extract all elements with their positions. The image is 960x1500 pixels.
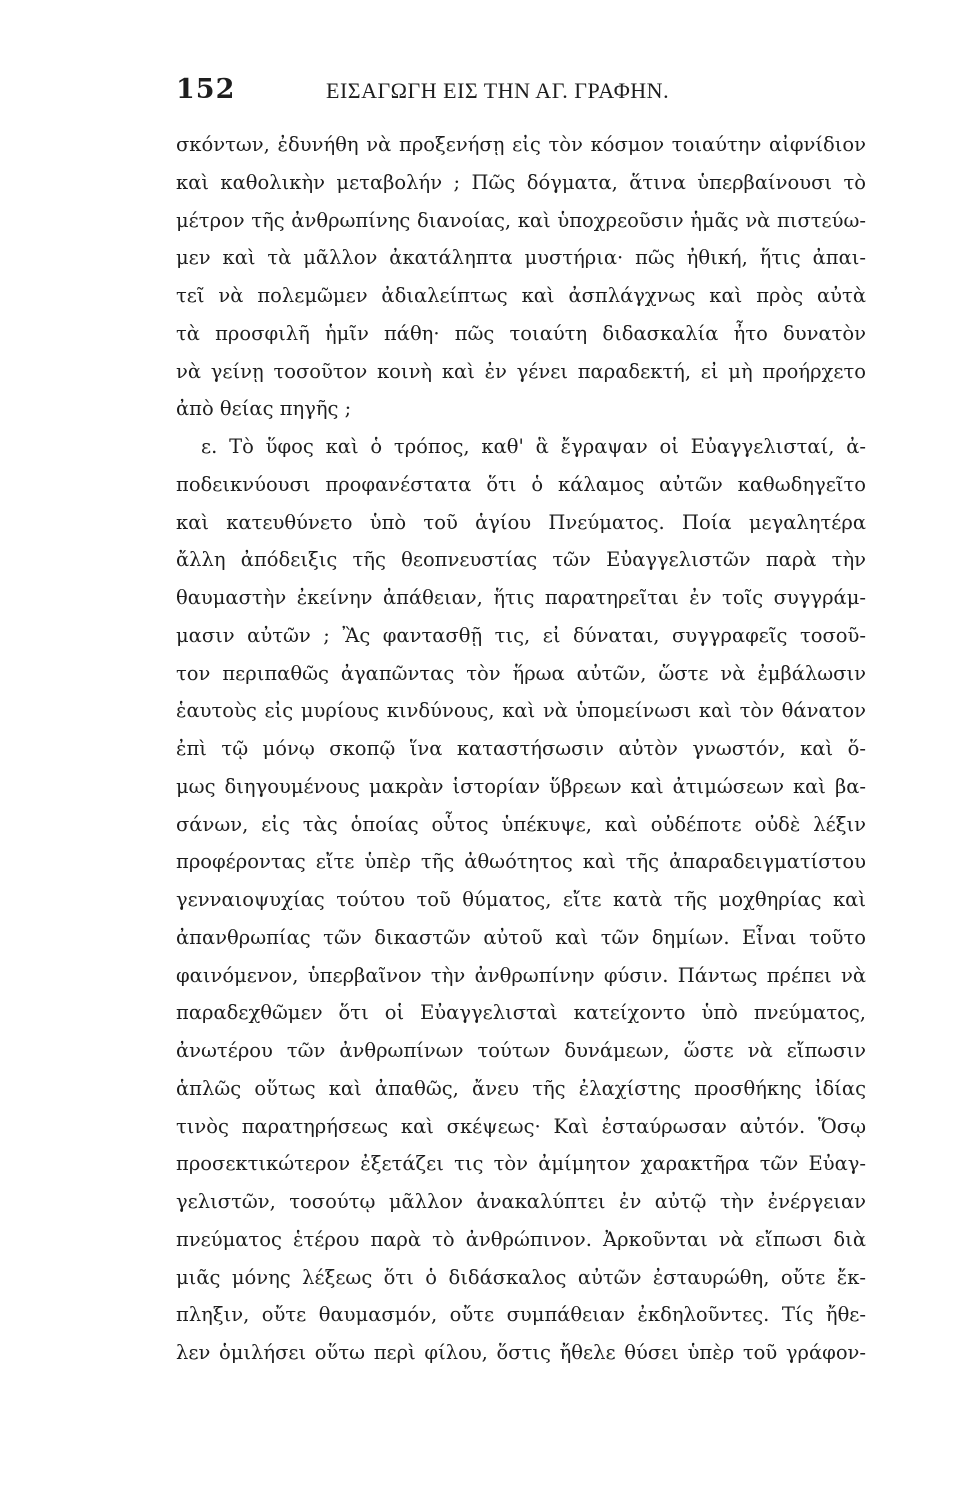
- text-line: νὰ γείνῃ τοσοῦτον κοινὴ καὶ ἐν γένει παραδεκτή, εἰ μὴ προήρχετο: [176, 359, 866, 383]
- text-line: ἀνωτέρου τῶν ἀνθρωπίνων τούτων δυνάμεων, ὥστε νὰ εἴπωσιν: [176, 1039, 866, 1062]
- text-line: τὰ προσφιλῆ ἡμῖν πάθη· πῶς τοιαύτη διδασκαλία ἦτο δυνατὸν: [176, 321, 866, 345]
- text-line: προσεκτικώτερον ἐξετάζει τις τὸν ἀμίμητον χαρακτῆρα τῶν Εὐαγ-: [176, 1152, 866, 1176]
- text-line: ἀπὸ θείας πηγῆς ;: [176, 397, 352, 421]
- text-line: γενναιοψυχίας τούτου τοῦ θύματος, εἴτε κατὰ τῆς μοχθηρίας καὶ: [176, 888, 866, 911]
- text-line: φαινόμενον, ὑπερβαῖνον τὴν ἀνθρωπίνην φύσιν. Πάντως πρέπει νὰ: [176, 963, 866, 987]
- text-line: ἀπανθρωπίας τῶν δικαστῶν αὐτοῦ καὶ τῶν δημίων. Εἶναι τοῦτο: [176, 925, 866, 949]
- text-line: γελιστῶν, τοσούτῳ μᾶλλον ἀνακαλύπτει ἐν αὐτῷ τὴν ἐνέργειαν: [176, 1190, 866, 1213]
- text-line: σάνων, εἰς τὰς ὁποίας οὗτος ὑπέκυψε, καὶ οὐδέποτε οὐδὲ λέξιν: [176, 812, 866, 836]
- text-line: ποδεικνύουσι προφανέστατα ὅτι ὁ κάλαμος αὐτῶν καθωδηγεῖτο: [176, 472, 866, 496]
- text-line: τεῖ νὰ πολεμῶμεν ἀδιαλείπτως καὶ ἀσπλάγχνως καὶ πρὸς αὐτὰ: [176, 284, 866, 307]
- text-line: πνεύματος ἑτέρου παρὰ τὸ ἀνθρώπινον. Ἀρκοῦνται νὰ εἴπωσι διὰ: [176, 1227, 866, 1251]
- text-line: πληξιν, οὔτε θαυμασμόν, οὔτε συμπάθειαν ἐκδηλοῦντες. Τίς ἤθε-: [176, 1303, 866, 1327]
- text-line: προφέροντας εἴτε ὑπὲρ τῆς ἀθωότητος καὶ τῆς ἀπαραδειγματίστου: [176, 850, 866, 874]
- page-header: [176, 74, 866, 114]
- text-line: καὶ καθολικὴν μεταβολήν ; Πῶς δόγματα, ἅτινα ὑπερβαίνουσι τὸ: [176, 170, 866, 194]
- text-line: ἁπλῶς οὕτως καὶ ἀπαθῶς, ἄνευ τῆς ἐλαχίστης προσθήκης ἰδίας: [176, 1076, 866, 1100]
- text-line: ἄλλη ἀπόδειξις τῆς θεοπνευστίας τῶν Εὐαγγελιστῶν παρὰ τὴν: [176, 548, 866, 572]
- text-line: καὶ κατευθύνετο ὑπὸ τοῦ ἁγίου Πνεύματος. Ποία μεγαλητέρα: [176, 510, 866, 534]
- text-line: σκόντων, ἐδυνήθη νὰ προξενήσῃ εἰς τὸν κόσμον τοιαύτην αἰφνίδιον: [176, 133, 866, 156]
- text-line: μέτρον τῆς ἀνθρωπίνης διανοίας, καὶ ὑποχρεοῦσιν ἡμᾶς νὰ πιστεύω-: [176, 208, 866, 232]
- text-line: μως διηγουμένους μακρὰν ἱστορίαν ὕβρεων καὶ ἀτιμώσεων καὶ βα-: [176, 774, 866, 798]
- text-line: μασιν αὐτῶν ; Ἂς φαντασθῇ τις, εἰ δύναται, συγγραφεῖς τοσοῦ-: [176, 623, 866, 647]
- text-line: θαυμαστὴν ἐκείνην ἀπάθειαν, ἥτις παρατηρεῖται ἐν τοῖς συγγράμ-: [176, 586, 866, 609]
- text-line: τον περιπαθῶς ἀγαπῶντας τὸν ἥρωα αὐτῶν, ὥστε νὰ ἐμβάλωσιν: [176, 661, 866, 685]
- text-line: ε. Τὸ ὕφος καὶ ὁ τρόπος, καθ' ἃ ἔγραψαν οἱ Εὐαγγελισταί, ἀ-: [201, 435, 866, 458]
- body-text: [176, 126, 866, 1372]
- text-line: μεν καὶ τὰ μᾶλλον ἀκατάληπτα μυστήρια· πῶς ἠθική, ἥτις ἀπαι-: [176, 246, 866, 270]
- text-line: ἑαυτοὺς εἰς μυρίους κινδύνους, καὶ νὰ ὑπομείνωσι καὶ τὸν θάνατον: [176, 699, 866, 723]
- page-number: 152: [176, 74, 236, 105]
- text-line: μιᾶς μόνης λέξεως ὅτι ὁ διδάσκαλος αὐτῶν ἐσταυρώθη, οὔτε ἔκ-: [176, 1265, 866, 1289]
- text-line: τινὸς παρατηρήσεως καὶ σκέψεως· Καὶ ἐσταύρωσαν αὐτόν. Ὅσῳ: [176, 1114, 866, 1138]
- text-line: ἐπὶ τῷ μόνῳ σκοπῷ ἵνα καταστήσωσιν αὐτὸν γνωστόν, καὶ ὅ-: [176, 737, 866, 760]
- running-title: ΕΙΣΑΓΩΓΗ ΕΙΣ ΤΗΝ ΑΓ. ΓΡΑΦΗΝ.: [326, 78, 670, 103]
- text-line: παραδεχθῶμεν ὅτι οἱ Εὐαγγελισταὶ κατείχοντο ὑπὸ πνεύματος,: [176, 1001, 866, 1025]
- text-line: λεν ὁμιλήσει οὕτω περὶ φίλου, ὅστις ἤθελε θύσει ὑπὲρ τοῦ γράφον-: [176, 1341, 866, 1364]
